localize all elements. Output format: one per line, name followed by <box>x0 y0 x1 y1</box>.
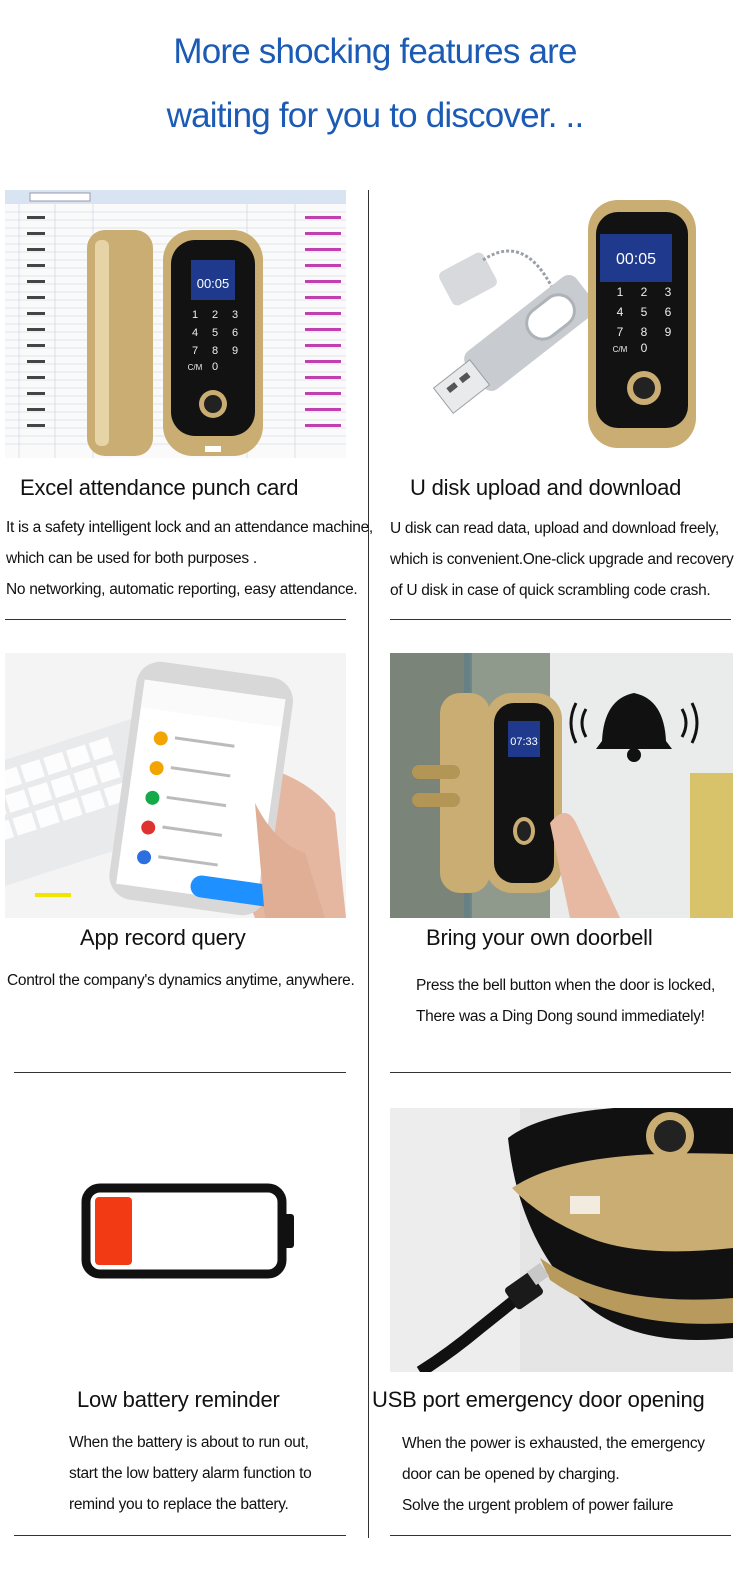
headline-line-1: More shocking features are <box>173 32 577 71</box>
battery-icon <box>60 1160 300 1300</box>
svg-text:4: 4 <box>616 305 624 319</box>
svg-text:7: 7 <box>616 325 624 339</box>
feature-text-usb-port-2: door can be opened by charging. <box>402 1466 620 1483</box>
section-rule <box>390 1535 731 1536</box>
svg-text:4: 4 <box>191 327 199 339</box>
feature-title-battery: Low battery reminder <box>77 1387 280 1412</box>
svg-text:C/M: C/M <box>612 345 628 354</box>
feature-title-app: App record query <box>80 925 246 950</box>
feature-text-doorbell-1: Press the bell button when the door is locked, <box>416 977 715 994</box>
u-disk-image <box>388 190 733 458</box>
feature-title-usb-port: USB port emergency door opening <box>372 1387 705 1412</box>
svg-text:9: 9 <box>664 325 672 339</box>
svg-text:1: 1 <box>191 309 199 321</box>
feature-text-udisk-2: which is convenient.One-click upgrade and recovery <box>390 551 734 568</box>
svg-text:5: 5 <box>640 305 648 319</box>
svg-text:8: 8 <box>640 325 648 339</box>
center-divider <box>368 190 369 1538</box>
feature-text-usb-port-3: Solve the urgent problem of power failure <box>402 1497 674 1514</box>
usb-lock-illustration <box>388 190 733 458</box>
headline-line-2: waiting for you to discover. .. <box>166 96 584 135</box>
feature-title-udisk: U disk upload and download <box>410 475 682 500</box>
section-rule <box>390 619 731 620</box>
excel-lock-illustration <box>5 190 346 458</box>
feature-text-app-1: Control the company's dynamics anytime, anywhere. <box>7 972 355 989</box>
svg-text:2: 2 <box>640 285 648 299</box>
svg-text:1: 1 <box>616 285 624 299</box>
usb-port-image <box>390 1108 733 1372</box>
feature-text-battery-2: start the low battery alarm function to <box>69 1465 312 1482</box>
doorbell-illustration <box>390 653 733 918</box>
doorbell-image <box>390 653 733 918</box>
feature-text-excel-1: It is a safety intelligent lock and an attendance machine, <box>6 519 373 536</box>
low-battery-image <box>60 1160 300 1300</box>
feature-text-udisk-1: U disk can read data, upload and download freely, <box>390 520 719 537</box>
svg-text:2: 2 <box>211 309 219 321</box>
feature-text-battery-3: remind you to replace the battery. <box>69 1496 289 1513</box>
svg-text:6: 6 <box>231 327 239 339</box>
svg-text:8: 8 <box>211 345 219 357</box>
feature-text-excel-2: which can be used for both purposes . <box>6 550 257 567</box>
svg-text:0: 0 <box>640 341 648 355</box>
lock-screen-time-2: 00:05 <box>615 251 657 268</box>
section-rule <box>14 1535 346 1536</box>
feature-text-battery-1: When the battery is about to run out, <box>69 1434 309 1451</box>
svg-text:0: 0 <box>211 361 219 373</box>
svg-text:3: 3 <box>231 309 239 321</box>
svg-text:5: 5 <box>211 327 219 339</box>
svg-text:9: 9 <box>231 345 239 357</box>
usb-charging-illustration <box>390 1108 733 1372</box>
feature-text-excel-3: No networking, automatic reporting, easy attendance. <box>6 581 358 598</box>
svg-text:7: 7 <box>191 345 199 357</box>
svg-text:C/M: C/M <box>187 363 203 372</box>
svg-text:3: 3 <box>664 285 672 299</box>
feature-text-udisk-3: of U disk in case of quick scrambling code crash. <box>390 582 711 599</box>
lock-screen-time: 00:05 <box>196 276 230 291</box>
excel-attendance-image <box>5 190 346 458</box>
section-rule <box>390 1072 731 1073</box>
section-rule <box>5 619 346 620</box>
app-record-image <box>5 653 346 918</box>
feature-title-excel: Excel attendance punch card <box>20 475 299 500</box>
phone-app-illustration <box>5 653 346 918</box>
feature-title-doorbell: Bring your own doorbell <box>426 925 653 950</box>
section-rule <box>14 1072 346 1073</box>
doorbell-screen-time: 07:33 <box>510 736 538 748</box>
svg-text:6: 6 <box>664 305 672 319</box>
feature-text-usb-port-1: When the power is exhausted, the emergency <box>402 1435 705 1452</box>
feature-text-doorbell-2: There was a Ding Dong sound immediately! <box>416 1008 705 1025</box>
